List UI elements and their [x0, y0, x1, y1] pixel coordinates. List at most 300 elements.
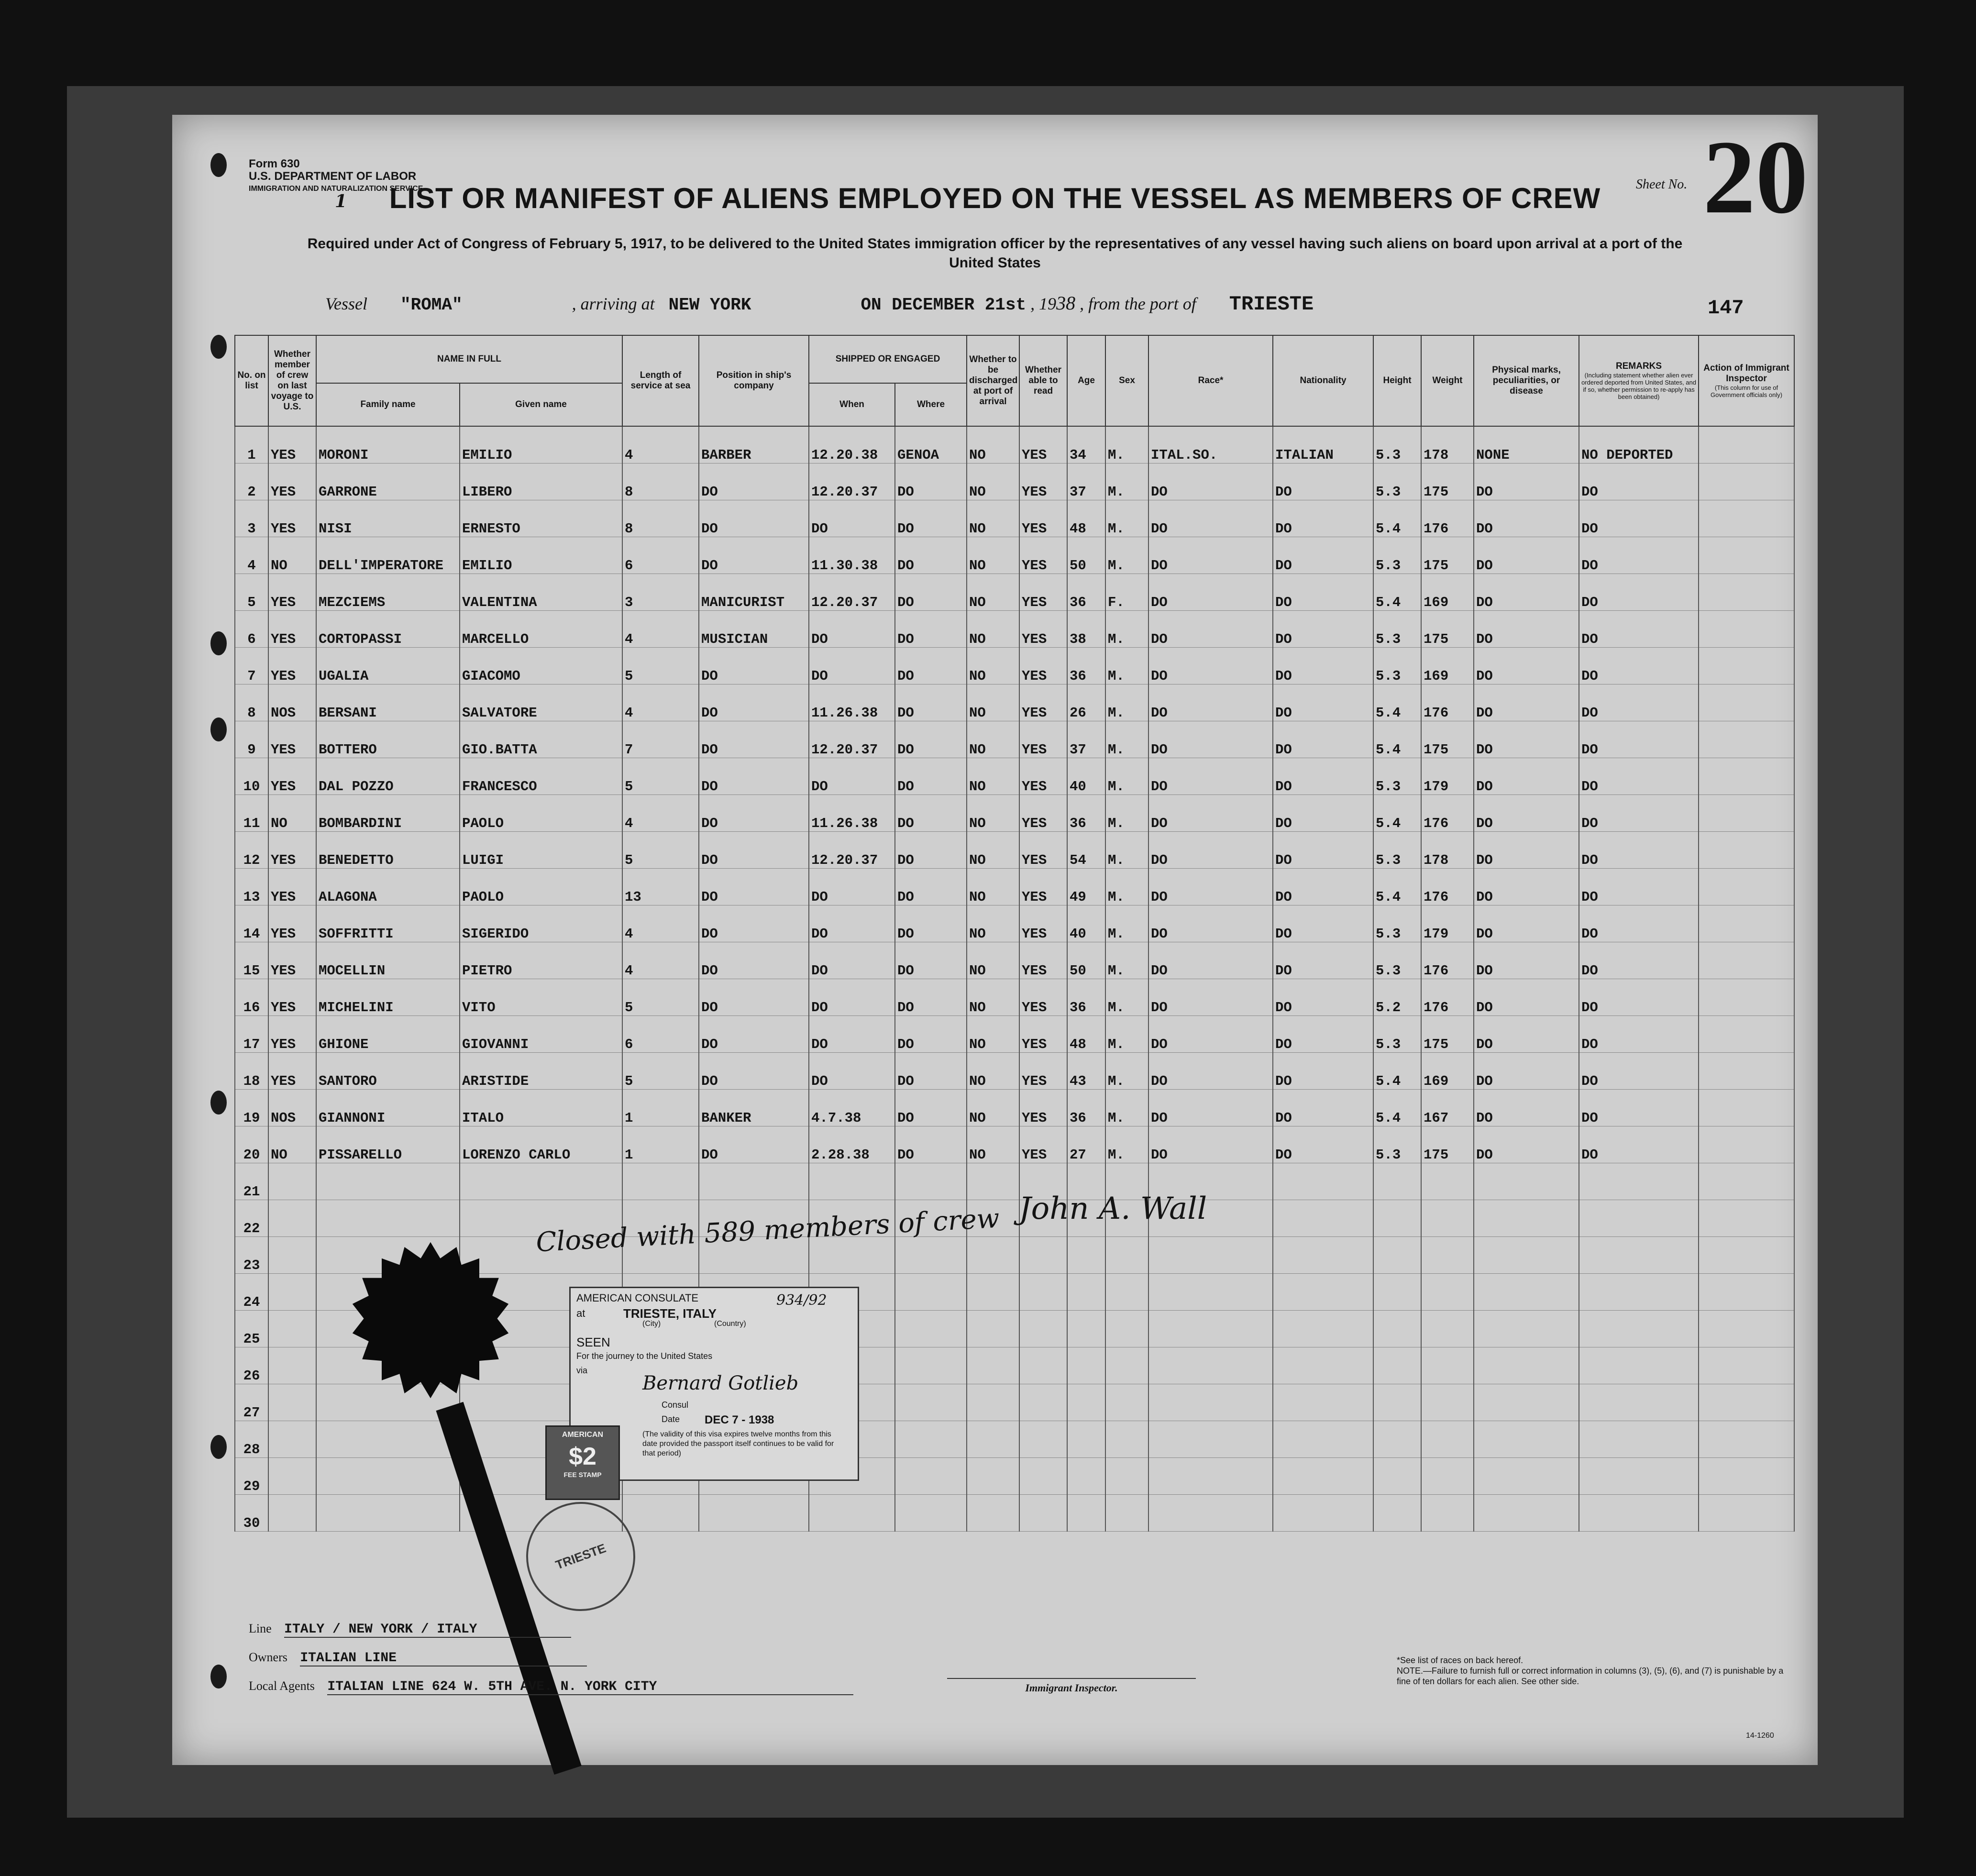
- cell-sex: M.: [1105, 1090, 1148, 1126]
- cell-race: DO: [1148, 721, 1273, 758]
- cell-last-voyage: [268, 1274, 316, 1311]
- cell-remarks: DO: [1579, 1126, 1699, 1163]
- inspector-signature-line: Immigrant Inspector.: [947, 1678, 1196, 1694]
- cell-given-name: [460, 1163, 622, 1200]
- cell-shipped-when: 11.26.38: [809, 795, 895, 832]
- cell-age: [1067, 1347, 1105, 1384]
- cell-able-to-read: YES: [1019, 537, 1067, 574]
- cell-sex: M.: [1105, 795, 1148, 832]
- cell-remarks: DO: [1579, 905, 1699, 942]
- cell-remarks: [1579, 1421, 1699, 1458]
- cell-age: 34: [1067, 426, 1105, 463]
- cell-shipped-where: [895, 1163, 967, 1200]
- cell-last-voyage: [268, 1421, 316, 1458]
- page-number: 147: [1708, 297, 1744, 320]
- cell-number: 13: [235, 869, 268, 905]
- cell-physical-marks: DO: [1474, 684, 1579, 721]
- header-row: [235, 335, 1794, 383]
- cell-shipped-where: DO: [895, 979, 967, 1016]
- cell-race: DO: [1148, 1053, 1273, 1090]
- cell-nationality: [1273, 1421, 1373, 1458]
- cell-able-to-read: YES: [1019, 1053, 1067, 1090]
- consulate-round-stamp: TRIESTE: [511, 1487, 651, 1626]
- header-remarks-note: (Including statement whether alien ever ordered deported from United States, and if so, whether permission to re-apply has been obtained): [1581, 372, 1696, 400]
- cell-weight: [1421, 1311, 1474, 1347]
- cell-physical-marks: DO: [1474, 648, 1579, 684]
- cell-given-name: EMILIO: [460, 537, 622, 574]
- cell-weight: 175: [1421, 1016, 1474, 1053]
- cell-physical-marks: DO: [1474, 463, 1579, 500]
- footer-agents: [249, 1679, 853, 1695]
- cell-discharged: [967, 1347, 1019, 1384]
- cell-number: 7: [235, 648, 268, 684]
- cell-height: [1373, 1163, 1421, 1200]
- cell-remarks: DO: [1579, 1090, 1699, 1126]
- cell-family-name: [316, 1458, 460, 1495]
- cell-weight: [1421, 1495, 1474, 1532]
- cell-age: 36: [1067, 648, 1105, 684]
- sheet-label: Sheet No.: [1636, 177, 1688, 192]
- cell-sex: M.: [1105, 1126, 1148, 1163]
- cell-physical-marks: DO: [1474, 500, 1579, 537]
- header-able-to-read: Whether able to read: [1019, 335, 1067, 426]
- cell-discharged: [967, 1421, 1019, 1458]
- cell-last-voyage: NO: [268, 1126, 316, 1163]
- cell-age: 36: [1067, 574, 1105, 611]
- cell-remarks: DO: [1579, 574, 1699, 611]
- revenue-stamp: [545, 1425, 620, 1500]
- cell-given-name: ITALO: [460, 1090, 622, 1126]
- visa-number: 934/92: [776, 1292, 827, 1309]
- punch-hole: [210, 1665, 227, 1688]
- cell-given-name: LUIGI: [460, 832, 622, 869]
- arrival-date: ON DECEMBER 21st: [861, 295, 1027, 315]
- cell-discharged: NO: [967, 574, 1019, 611]
- header-physical-marks: Physical marks, peculiarities, or disease: [1474, 335, 1579, 426]
- cell-shipped-where: DO: [895, 463, 967, 500]
- cell-height: [1373, 1384, 1421, 1421]
- cell-sex: M.: [1105, 942, 1148, 979]
- cell-discharged: NO: [967, 648, 1019, 684]
- header-name-in-full: NAME IN FULL: [316, 335, 622, 383]
- cell-height: 5.4: [1373, 1053, 1421, 1090]
- arrival-port: NEW YORK: [668, 295, 751, 315]
- cell-last-voyage: NOS: [268, 684, 316, 721]
- cell-age: 49: [1067, 869, 1105, 905]
- arrival-year: 38: [1056, 292, 1076, 314]
- journey-text: For the journey to the United States: [576, 1351, 713, 1361]
- cell-number: 16: [235, 979, 268, 1016]
- cell-given-name: LIBERO: [460, 463, 622, 500]
- cell-able-to-read: [1019, 1311, 1067, 1347]
- cell-last-voyage: YES: [268, 426, 316, 463]
- cell-position: [699, 1495, 809, 1532]
- cell-nationality: DO: [1273, 758, 1373, 795]
- cell-height: 5.3: [1373, 426, 1421, 463]
- header-nationality: Nationality: [1273, 335, 1373, 426]
- table-row: [235, 832, 1794, 869]
- cell-height: 5.3: [1373, 832, 1421, 869]
- cell-last-voyage: YES: [268, 574, 316, 611]
- cell-able-to-read: [1019, 1495, 1067, 1532]
- cell-shipped-where: DO: [895, 869, 967, 905]
- cell-remarks: [1579, 1200, 1699, 1237]
- cell-nationality: DO: [1273, 795, 1373, 832]
- header-remarks-title: REMARKS: [1616, 361, 1662, 371]
- cell-physical-marks: DO: [1474, 721, 1579, 758]
- cell-remarks: [1579, 1237, 1699, 1274]
- cell-height: 5.4: [1373, 795, 1421, 832]
- cell-length-of-service: 6: [622, 537, 699, 574]
- cell-weight: 179: [1421, 758, 1474, 795]
- cell-able-to-read: YES: [1019, 758, 1067, 795]
- cell-inspector-action: [1699, 1053, 1794, 1090]
- owners-value: ITALIAN LINE: [300, 1651, 587, 1666]
- table-row: [235, 574, 1794, 611]
- cell-shipped-where: DO: [895, 795, 967, 832]
- header-sex: Sex: [1105, 335, 1148, 426]
- cell-last-voyage: [268, 1384, 316, 1421]
- cell-age: 27: [1067, 1126, 1105, 1163]
- cell-last-voyage: [268, 1495, 316, 1532]
- cell-given-name: GIO.BATTA: [460, 721, 622, 758]
- cell-discharged: NO: [967, 1053, 1019, 1090]
- cell-nationality: [1273, 1347, 1373, 1384]
- cell-inspector-action: [1699, 832, 1794, 869]
- cell-height: [1373, 1274, 1421, 1311]
- cell-race: DO: [1148, 537, 1273, 574]
- table-row: [235, 1126, 1794, 1163]
- cell-position: BARBER: [699, 426, 809, 463]
- cell-discharged: NO: [967, 758, 1019, 795]
- cell-nationality: DO: [1273, 537, 1373, 574]
- cell-family-name: MOCELLIN: [316, 942, 460, 979]
- cell-last-voyage: YES: [268, 1016, 316, 1053]
- cell-weight: 175: [1421, 463, 1474, 500]
- cell-age: 54: [1067, 832, 1105, 869]
- cell-discharged: NO: [967, 611, 1019, 648]
- cell-height: [1373, 1200, 1421, 1237]
- cell-number: 23: [235, 1237, 268, 1274]
- cell-number: 6: [235, 611, 268, 648]
- cell-shipped-where: DO: [895, 721, 967, 758]
- cell-race: DO: [1148, 574, 1273, 611]
- cell-race: DO: [1148, 1126, 1273, 1163]
- cell-physical-marks: [1474, 1347, 1579, 1384]
- table-row: [235, 721, 1794, 758]
- cell-last-voyage: YES: [268, 721, 316, 758]
- cell-weight: [1421, 1421, 1474, 1458]
- cell-number: 15: [235, 942, 268, 979]
- cell-length-of-service: 8: [622, 500, 699, 537]
- cell-weight: 176: [1421, 500, 1474, 537]
- city-caption: (City): [642, 1320, 661, 1328]
- cell-height: 5.3: [1373, 758, 1421, 795]
- cell-family-name: SOFFRITTI: [316, 905, 460, 942]
- cell-remarks: DO: [1579, 463, 1699, 500]
- cell-sex: M.: [1105, 500, 1148, 537]
- header-length-of-service: Length of service at sea: [622, 335, 699, 426]
- cell-nationality: DO: [1273, 1126, 1373, 1163]
- cell-weight: 175: [1421, 611, 1474, 648]
- cell-shipped-when: DO: [809, 758, 895, 795]
- cell-inspector-action: [1699, 1495, 1794, 1532]
- cell-given-name: FRANCESCO: [460, 758, 622, 795]
- cell-physical-marks: DO: [1474, 795, 1579, 832]
- agents-value: ITALIAN LINE 624 W. 5TH AVE. N. YORK CITY: [327, 1679, 853, 1695]
- cell-position: DO: [699, 684, 809, 721]
- cell-nationality: DO: [1273, 1090, 1373, 1126]
- cell-last-voyage: YES: [268, 942, 316, 979]
- cell-discharged: NO: [967, 684, 1019, 721]
- cell-height: 5.4: [1373, 574, 1421, 611]
- cell-able-to-read: YES: [1019, 979, 1067, 1016]
- cell-number: 3: [235, 500, 268, 537]
- cell-nationality: DO: [1273, 869, 1373, 905]
- cell-number: 19: [235, 1090, 268, 1126]
- cell-nationality: [1273, 1163, 1373, 1200]
- cell-physical-marks: [1474, 1163, 1579, 1200]
- cell-age: 37: [1067, 721, 1105, 758]
- cell-shipped-where: [895, 1274, 967, 1311]
- cell-height: 5.3: [1373, 611, 1421, 648]
- cell-remarks: DO: [1579, 942, 1699, 979]
- cell-inspector-action: [1699, 500, 1794, 537]
- cell-height: 5.4: [1373, 500, 1421, 537]
- cell-race: DO: [1148, 611, 1273, 648]
- cell-shipped-when: DO: [809, 905, 895, 942]
- cell-able-to-read: [1019, 1421, 1067, 1458]
- cell-sex: M.: [1105, 1053, 1148, 1090]
- cell-last-voyage: YES: [268, 832, 316, 869]
- agents-label: Local Agents: [249, 1679, 315, 1693]
- table-row: [235, 1053, 1794, 1090]
- cell-physical-marks: [1474, 1495, 1579, 1532]
- cell-weight: [1421, 1237, 1474, 1274]
- cell-length-of-service: 1: [622, 1090, 699, 1126]
- cell-inspector-action: [1699, 1090, 1794, 1126]
- cell-height: 5.4: [1373, 684, 1421, 721]
- cell-discharged: [967, 1311, 1019, 1347]
- cell-sex: M.: [1105, 648, 1148, 684]
- cell-given-name: EMILIO: [460, 426, 622, 463]
- table-row: [235, 869, 1794, 905]
- cell-last-voyage: YES: [268, 648, 316, 684]
- cell-inspector-action: [1699, 979, 1794, 1016]
- cell-height: 5.3: [1373, 537, 1421, 574]
- cell-physical-marks: [1474, 1274, 1579, 1311]
- cell-inspector-action: [1699, 537, 1794, 574]
- cell-given-name: VITO: [460, 979, 622, 1016]
- cell-discharged: NO: [967, 942, 1019, 979]
- cell-discharged: NO: [967, 463, 1019, 500]
- header-age: Age: [1067, 335, 1105, 426]
- line-label: Line: [249, 1622, 272, 1635]
- cell-family-name: [316, 1421, 460, 1458]
- cell-shipped-when: 12.20.37: [809, 574, 895, 611]
- cell-given-name: PIETRO: [460, 942, 622, 979]
- cell-position: BANKER: [699, 1090, 809, 1126]
- cell-physical-marks: [1474, 1458, 1579, 1495]
- cell-remarks: DO: [1579, 1053, 1699, 1090]
- cell-last-voyage: YES: [268, 1053, 316, 1090]
- consulate-at-label: at: [576, 1307, 585, 1319]
- cell-sex: M.: [1105, 979, 1148, 1016]
- cell-height: 5.3: [1373, 905, 1421, 942]
- cell-height: 5.4: [1373, 721, 1421, 758]
- cell-inspector-action: [1699, 869, 1794, 905]
- cell-nationality: DO: [1273, 721, 1373, 758]
- table-row: [235, 684, 1794, 721]
- cell-number: 12: [235, 832, 268, 869]
- cell-inspector-action: [1699, 795, 1794, 832]
- cell-last-voyage: YES: [268, 463, 316, 500]
- cell-remarks: [1579, 1347, 1699, 1384]
- table-row: [235, 905, 1794, 942]
- cell-sex: [1105, 1458, 1148, 1495]
- cell-physical-marks: DO: [1474, 979, 1579, 1016]
- cell-nationality: DO: [1273, 942, 1373, 979]
- cell-given-name: SALVATORE: [460, 684, 622, 721]
- cell-physical-marks: DO: [1474, 758, 1579, 795]
- closing-note: Closed with 589 members of crew: [535, 1203, 1001, 1258]
- cell-inspector-action: [1699, 611, 1794, 648]
- cell-weight: [1421, 1163, 1474, 1200]
- cell-remarks: DO: [1579, 611, 1699, 648]
- cell-weight: 176: [1421, 684, 1474, 721]
- cell-weight: 178: [1421, 832, 1474, 869]
- cell-inspector-action: [1699, 426, 1794, 463]
- cell-remarks: DO: [1579, 979, 1699, 1016]
- cell-physical-marks: DO: [1474, 832, 1579, 869]
- cell-given-name: GIOVANNI: [460, 1016, 622, 1053]
- header-position: Position in ship's company: [699, 335, 809, 426]
- year-prefix: , 19: [1030, 294, 1057, 313]
- cell-shipped-when: 11.30.38: [809, 537, 895, 574]
- cell-number: 24: [235, 1274, 268, 1311]
- cell-length-of-service: 4: [622, 905, 699, 942]
- cell-physical-marks: [1474, 1200, 1579, 1237]
- cell-remarks: [1579, 1274, 1699, 1311]
- cell-shipped-when: DO: [809, 1016, 895, 1053]
- cell-length-of-service: 4: [622, 942, 699, 979]
- cell-shipped-where: [895, 1347, 967, 1384]
- visa-validity: (The validity of this visa expires twelve months from this date provided the passport itself continues to be valid for that period): [642, 1430, 834, 1457]
- cell-remarks: DO: [1579, 795, 1699, 832]
- cell-shipped-when: DO: [809, 1053, 895, 1090]
- cell-race: [1148, 1237, 1273, 1274]
- cell-physical-marks: NONE: [1474, 426, 1579, 463]
- cell-number: 1: [235, 426, 268, 463]
- cell-physical-marks: DO: [1474, 942, 1579, 979]
- table-row: [235, 463, 1794, 500]
- country-caption: (Country): [714, 1320, 746, 1328]
- cell-physical-marks: DO: [1474, 537, 1579, 574]
- cell-length-of-service: 1: [622, 1126, 699, 1163]
- cell-length-of-service: 5: [622, 1053, 699, 1090]
- cell-position: DO: [699, 1053, 809, 1090]
- cell-able-to-read: YES: [1019, 795, 1067, 832]
- cell-height: [1373, 1311, 1421, 1347]
- cell-family-name: [316, 1495, 460, 1532]
- cell-length-of-service: [622, 1495, 699, 1532]
- cell-physical-marks: DO: [1474, 869, 1579, 905]
- cell-family-name: MEZCIEMS: [316, 574, 460, 611]
- header-number: No. on list: [235, 335, 268, 426]
- cell-position: DO: [699, 1126, 809, 1163]
- cell-discharged: NO: [967, 537, 1019, 574]
- cell-able-to-read: YES: [1019, 721, 1067, 758]
- cell-weight: 167: [1421, 1090, 1474, 1126]
- punch-hole: [210, 153, 227, 177]
- cell-position: DO: [699, 795, 809, 832]
- form-code: 14-1260: [1746, 1732, 1774, 1740]
- cell-height: [1373, 1495, 1421, 1532]
- cell-able-to-read: YES: [1019, 426, 1067, 463]
- table-row: [235, 611, 1794, 648]
- table-row: [235, 1090, 1794, 1126]
- table-row: [235, 426, 1794, 463]
- cell-remarks: DO: [1579, 721, 1699, 758]
- cell-weight: 179: [1421, 905, 1474, 942]
- cell-inspector-action: [1699, 1421, 1794, 1458]
- revenue-stamp-top: AMERICAN: [562, 1431, 604, 1439]
- consul-label: Consul: [662, 1400, 689, 1410]
- cell-nationality: DO: [1273, 979, 1373, 1016]
- cell-shipped-when: [809, 1495, 895, 1532]
- cell-family-name: MORONI: [316, 426, 460, 463]
- cell-number: 28: [235, 1421, 268, 1458]
- header-discharged: Whether to be discharged at port of arrival: [967, 335, 1019, 426]
- cell-length-of-service: 4: [622, 611, 699, 648]
- cell-number: 2: [235, 463, 268, 500]
- cell-sex: [1105, 1347, 1148, 1384]
- cell-last-voyage: YES: [268, 611, 316, 648]
- sheet-number: 20: [1703, 119, 1808, 235]
- cell-shipped-when: 4.7.38: [809, 1090, 895, 1126]
- cell-remarks: DO: [1579, 500, 1699, 537]
- cell-given-name: LORENZO CARLO: [460, 1126, 622, 1163]
- cell-shipped-where: GENOA: [895, 426, 967, 463]
- cell-inspector-action: [1699, 1384, 1794, 1421]
- revenue-stamp-bottom: FEE STAMP: [563, 1471, 602, 1479]
- handwritten-mark: 1: [335, 191, 347, 211]
- cell-physical-marks: [1474, 1384, 1579, 1421]
- cell-number: 29: [235, 1458, 268, 1495]
- cell-discharged: NO: [967, 795, 1019, 832]
- cell-remarks: DO: [1579, 869, 1699, 905]
- cell-remarks: [1579, 1163, 1699, 1200]
- cell-weight: 176: [1421, 869, 1474, 905]
- cell-remarks: [1579, 1311, 1699, 1347]
- cell-sex: M.: [1105, 426, 1148, 463]
- cell-last-voyage: [268, 1163, 316, 1200]
- cell-discharged: [967, 1495, 1019, 1532]
- footer-notes: [1397, 1655, 1799, 1687]
- cell-length-of-service: 4: [622, 795, 699, 832]
- cell-physical-marks: DO: [1474, 1053, 1579, 1090]
- cell-inspector-action: [1699, 1200, 1794, 1237]
- cell-shipped-when: [809, 1163, 895, 1200]
- cell-race: DO: [1148, 905, 1273, 942]
- cell-race: DO: [1148, 942, 1273, 979]
- cell-race: [1148, 1384, 1273, 1421]
- cell-number: 26: [235, 1347, 268, 1384]
- cell-position: DO: [699, 758, 809, 795]
- line-value: ITALY / NEW YORK / ITALY: [284, 1622, 571, 1638]
- cell-number: 4: [235, 537, 268, 574]
- page-title: LIST OR MANIFEST OF ALIENS EMPLOYED ON THE VESSEL AS MEMBERS OF CREW: [389, 182, 1601, 214]
